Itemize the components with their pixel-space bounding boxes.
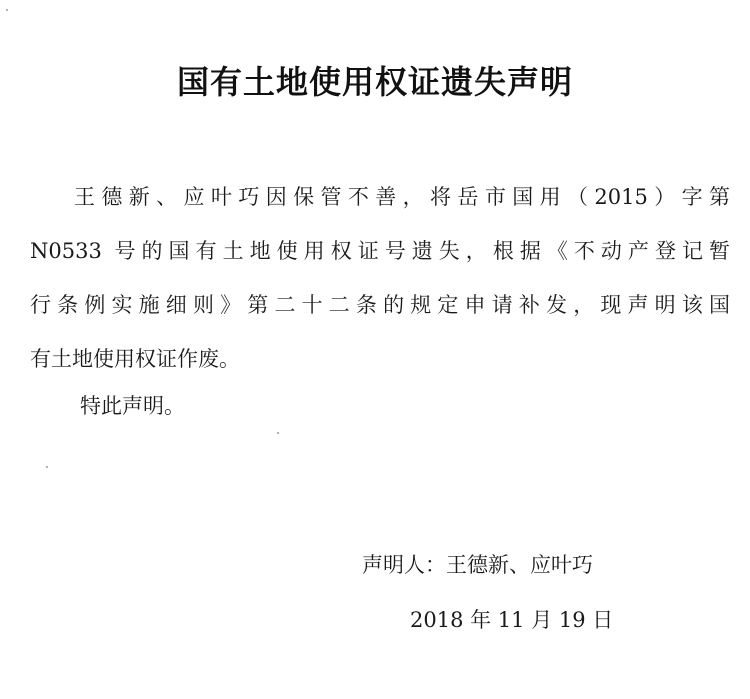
body-line-4: 有土地使用权证作废。 <box>30 347 240 371</box>
body-line-1: 王德新、应叶巧因保管不善，将岳市国用（2015）字第 <box>74 185 730 209</box>
date-line: 2018 年 11 月 19 日 <box>410 608 614 632</box>
closing-statement: 特此声明。 <box>80 394 185 418</box>
body-line-2: N0533 号的国有土地使用权证号遗失，根据《不动产登记暂 <box>30 239 730 263</box>
scan-speck <box>6 9 8 11</box>
notice-body <box>30 170 730 386</box>
notice-title: 国有土地使用权证遗失声明 <box>176 63 573 101</box>
body-line-3: 行条例实施细则》第二十二条的规定申请补发，现声明该国 <box>30 293 730 317</box>
signature-line: 声明人：王德新、应叶巧 <box>362 553 593 577</box>
scan-speck <box>46 466 48 468</box>
scan-speck <box>277 432 279 434</box>
